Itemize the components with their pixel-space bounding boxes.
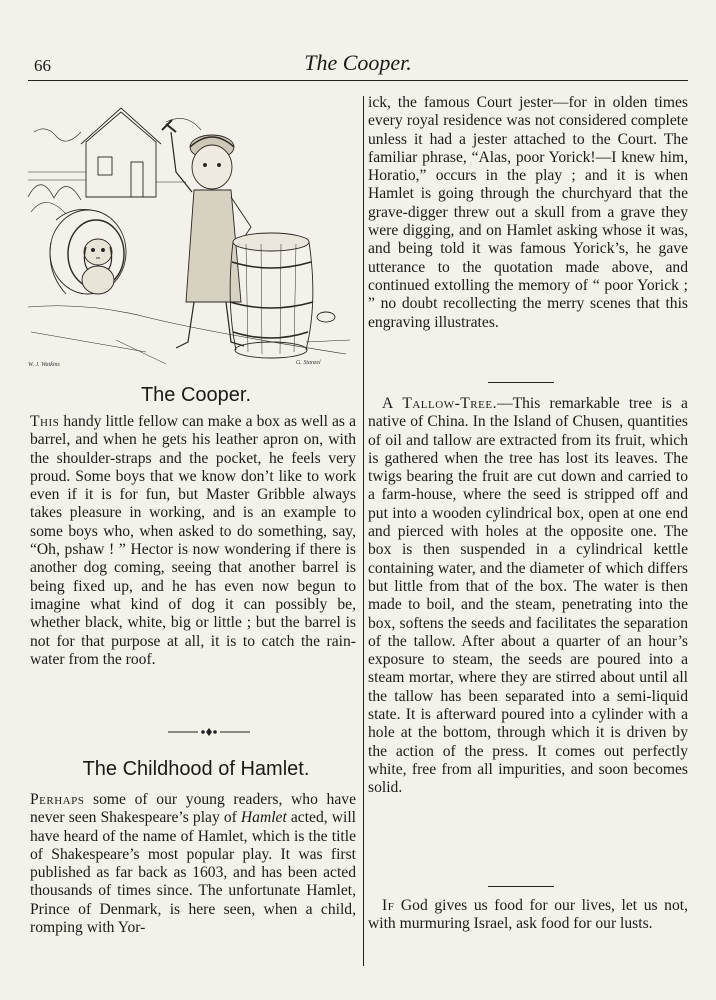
hamlet-body-1: some of our young readers, who have never seen Shakespeare’s play of <box>30 791 356 827</box>
column-divider <box>363 96 364 966</box>
section-rule-2 <box>488 886 554 887</box>
closing-lead: If <box>382 897 395 914</box>
header-rule <box>28 80 688 81</box>
hamlet-body-2: acted, will have heard of the name of Hamlet, which is the title of Shakespeare’s most popular play. It was first published as far back as 1603, and has been acted thousands of times since. The unfortunate Hamlet, Prince of Denmark, is here seen, when a child, romping with Yor- <box>30 809 356 937</box>
section-rule-1 <box>488 382 554 383</box>
cooper-heading: The Cooper. <box>140 384 252 406</box>
cooper-paragraph <box>30 413 356 669</box>
closing-body: God gives us food for our lives, let us not, with murmuring Israel, ask food for our lusts. <box>368 897 688 933</box>
cooper-lead: This <box>30 413 60 430</box>
running-title: The Cooper. <box>304 50 412 75</box>
hamlet-continued-paragraph: ick, the famous Court jester—for in olden times every royal residence was not considered complete unless it had a jester attached to the Court. The familiar phrase, “Alas, poor Yorick!—I knew him, Horatio,” occurs in the play ; and it is when Hamlet is going through the churchyard that the grave-digger threw out a skull from a grave they were digging, and on Hamlet asking whose it was, and being told it was famous Yorick’s, he gave utterance to the quotation made above, and continued extolling the memory of “ poor Yorick ; ” no doubt recollecting the merry scenes that this engraving illustrates. <box>368 94 688 331</box>
cooper-body: handy little fellow can make a box as well as a barrel, and when he gets his leather apron on, with the shoulder-straps and the pocket, he feels very proud. Some boys that we know don’t like to work even if it is for fun, but Master Gribble always takes pleasure in working, and is an example to some boys who, when asked to do something, say, “Oh, pshaw ! ” Hector is now wondering if there is another dog coming, seeing that another barrel is being fixed up, and he has even now begun to imagine what kind of dog it can possibly be, whether black, white, big or little ; but the barrel is not for that purpose at all, it is to catch the rain-water from the roof. <box>30 413 356 668</box>
tallow-paragraph <box>368 395 688 798</box>
hamlet-lead: Perhaps <box>30 791 85 808</box>
section-ornament <box>168 726 250 738</box>
engraver-signature-left: W. J. Watkins <box>28 362 60 368</box>
engraver-signature-right: G. Stanzel <box>296 360 321 366</box>
page-number: 66 <box>34 56 51 75</box>
boy-gribble <box>162 120 251 348</box>
dog-hector <box>82 239 114 294</box>
tallow-lead: A Tallow-Tree. <box>382 395 497 412</box>
hamlet-title-italic: Hamlet <box>240 809 287 827</box>
cooper-engraving <box>26 102 352 370</box>
cottage <box>86 112 156 197</box>
closing-paragraph <box>368 897 688 934</box>
hamlet-heading: The Childhood of Hamlet. <box>82 758 310 780</box>
upright-barrel <box>230 233 313 358</box>
hamlet-paragraph <box>30 791 356 937</box>
tallow-body: —This remarkable tree is a native of China. In the Island of Chusen, quantities of oil and tallow are extracted from its fruit, which is gathered when the tree has lost its leaves. The twigs bearing the fruit are cut down and carried to a farm-house, where the seed is stripped off and put into a wooden cylindrical box, open at one end and pierced with holes at the opposite one. The box is then suspended in a cylindrical kettle containing water, and the diameter of which differs but little from that of the box. The water is then made to boil, and the steam, penetrating into the box, softens the seeds and facilitates the separation of the tallow. After about a quarter of an hour’s exposure to steam, the seeds are poured into a steam mortar, where they are stirred about until all the tallow has been separated into a semi-liquid state. It is afterward poured into a cylinder with a hole at the bottom, through which it is driven by the action of the press. It comes out perfectly white, free from all impurities, and soon becomes solid. <box>368 395 688 797</box>
